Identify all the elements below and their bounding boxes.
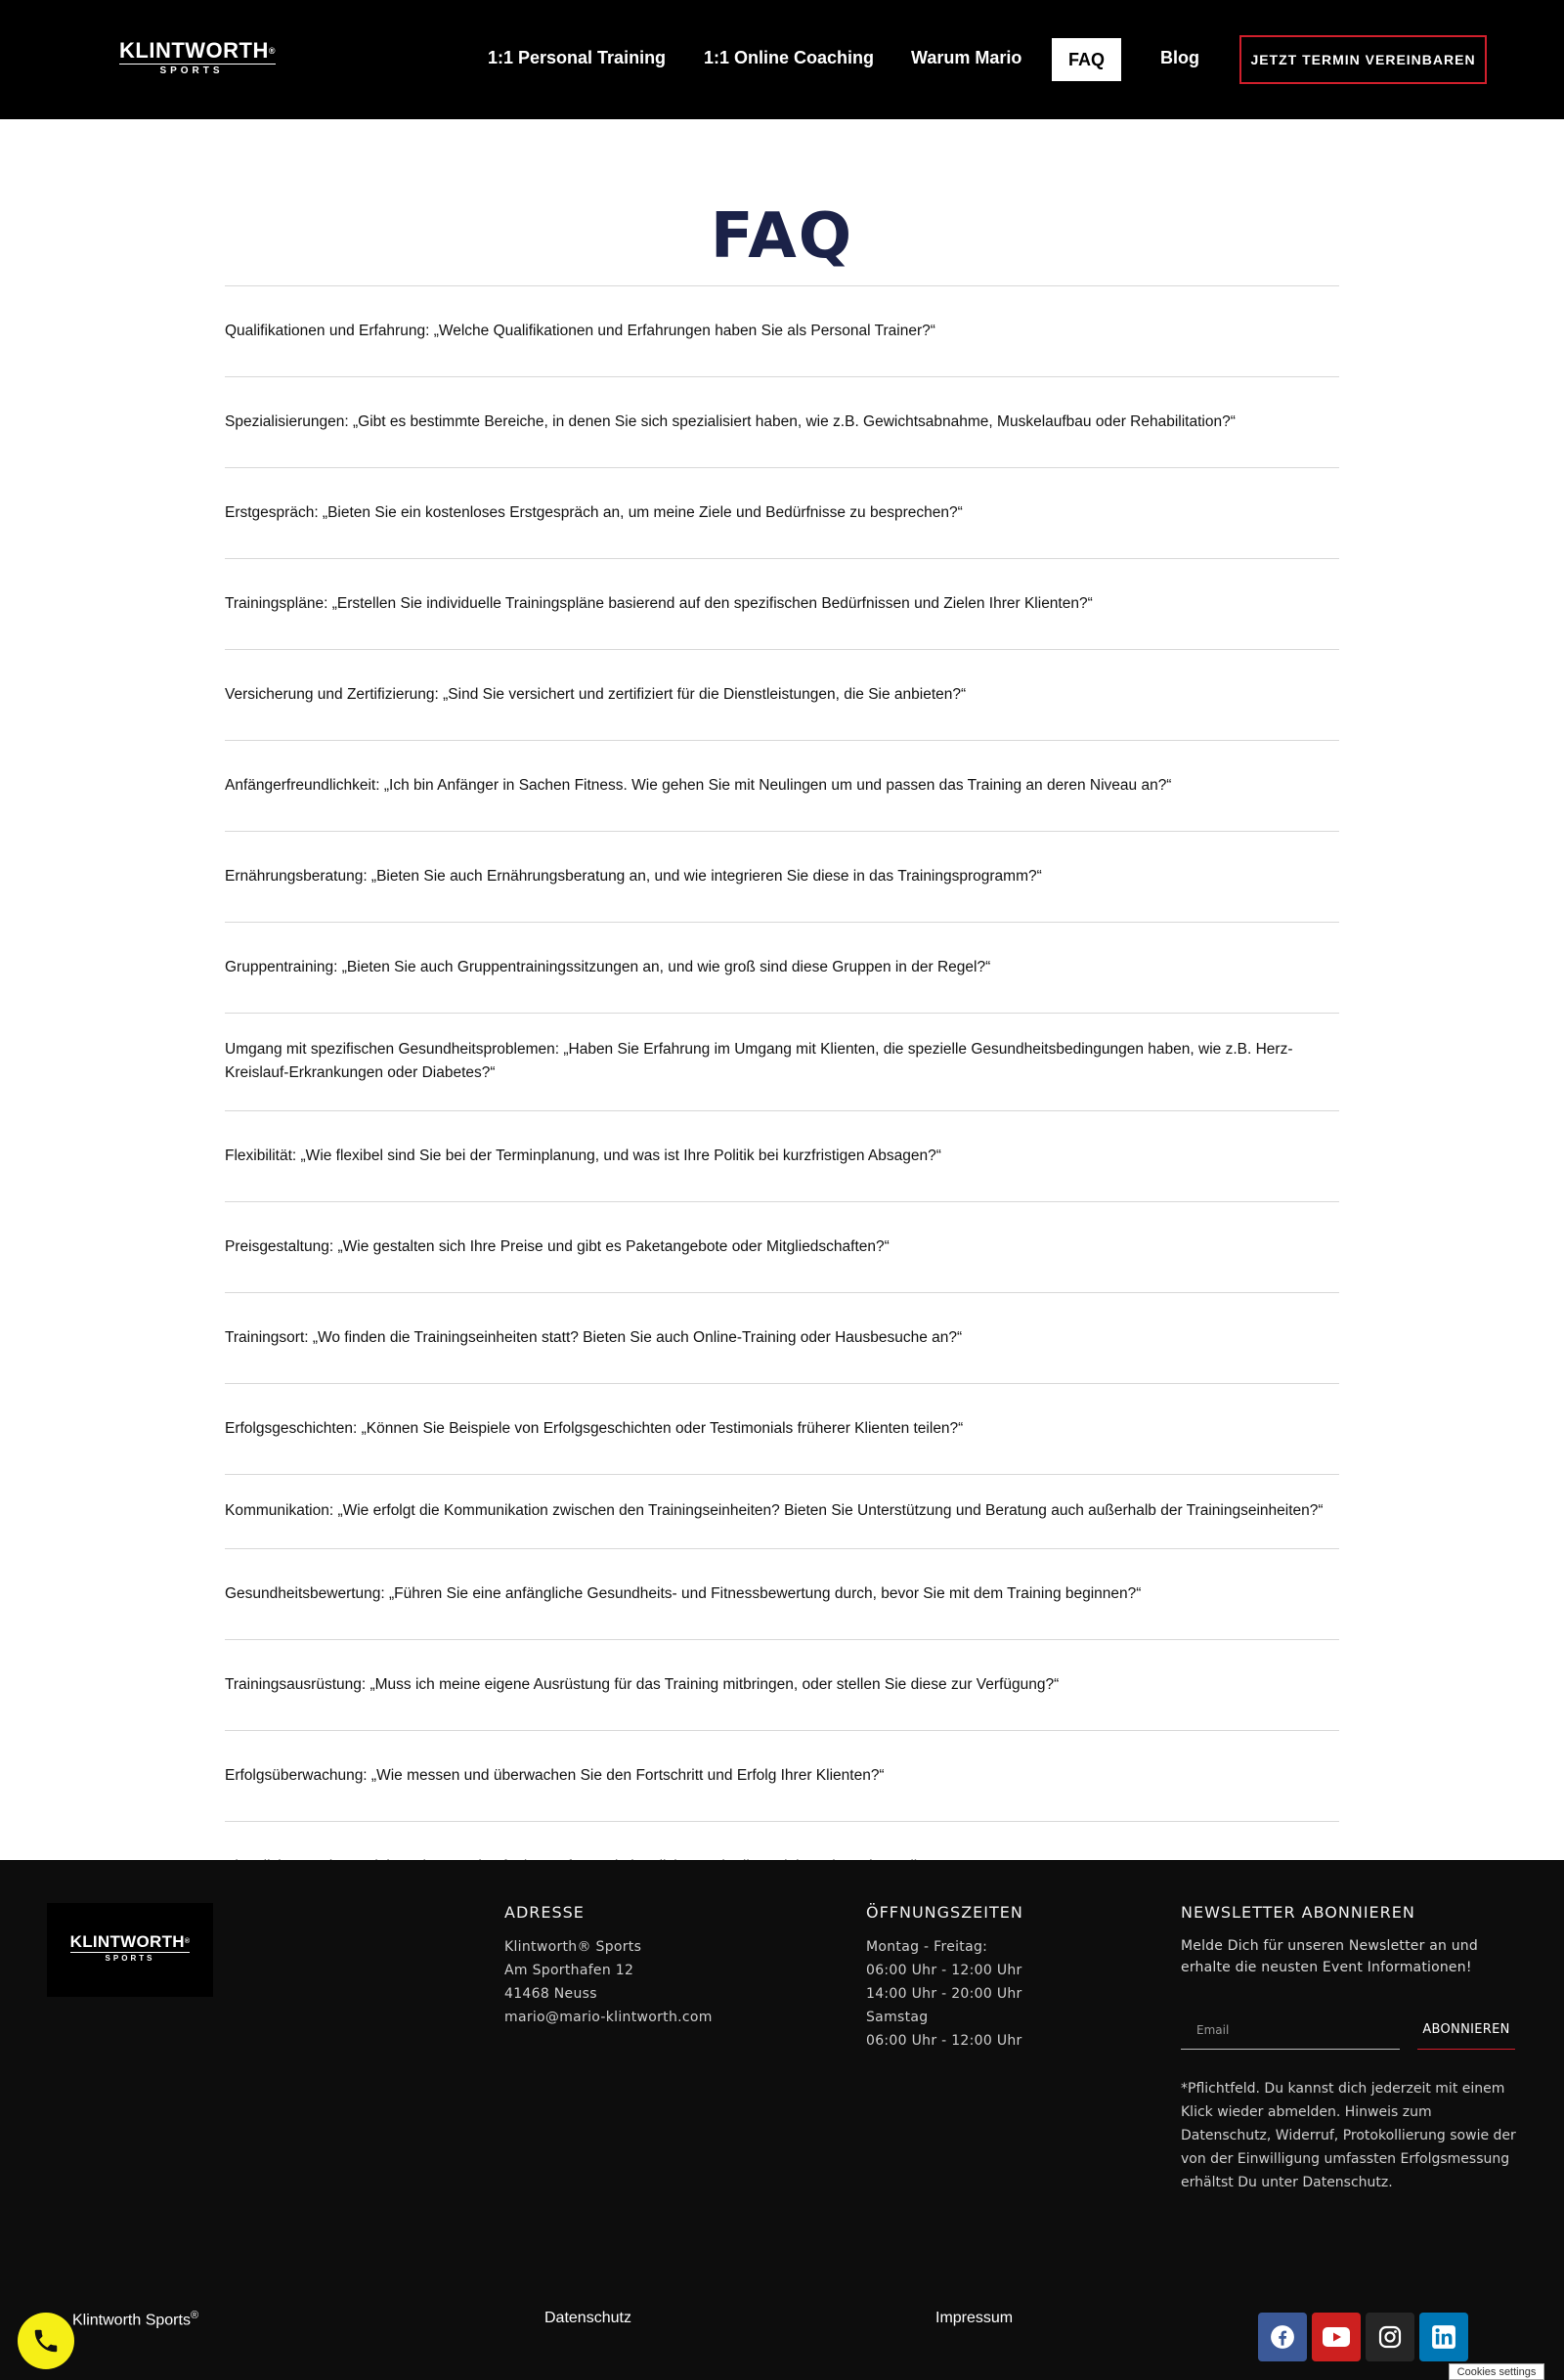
hours-line: 06:00 Uhr - 12:00 Uhr: [866, 2033, 1022, 2049]
footer-hours: [866, 1903, 1023, 2053]
site-footer: [0, 1860, 1564, 2380]
hours-line: Samstag: [866, 2010, 929, 2025]
imprint-link[interactable]: Impressum: [935, 2310, 1014, 2326]
book-appointment-button[interactable]: JETZT TERMIN VEREINBAREN: [1239, 35, 1487, 84]
address-line: 41468 Neuss: [504, 1986, 597, 2002]
faq-list: [225, 285, 1339, 1913]
site-logo[interactable]: [119, 38, 276, 78]
cookies-settings-button[interactable]: Cookies settings: [1449, 2363, 1544, 2380]
youtube-button[interactable]: [1312, 2313, 1361, 2361]
faq-item-equipment[interactable]: Trainingsausrüstung: „Muss ich meine eigene Ausrüstung für das Training mitbringen, oder stellen Sie diese zur Verfügung?“: [225, 1639, 1339, 1730]
footer-logo[interactable]: [47, 1903, 213, 1997]
newsletter-subscribe-button[interactable]: ABONNIEREN: [1417, 2011, 1515, 2050]
nav-personal-training[interactable]: 1:1 Personal Training: [488, 48, 667, 67]
nav-warum-mario[interactable]: Warum Mario: [911, 48, 1022, 67]
faq-item-initial-consultation[interactable]: Erstgespräch: „Bieten Sie ein kostenloses Erstgespräch an, um meine Ziele und Bedürfnisse zu besprechen?“: [225, 467, 1339, 558]
faq-item-health-problems[interactable]: Umgang mit spezifischen Gesundheitsproblemen: „Haben Sie Erfahrung im Umgang mit Klienten, die spezielle Gesundheitsbedingungen haben, wie z.B. Herz-Kreislauf-Erkrankungen oder Diabetes?“: [225, 1013, 1339, 1110]
faq-item-flexibility[interactable]: Flexibilität: „Wie flexibel sind Sie bei der Terminplanung, und was ist Ihre Politik bei kurzfristigen Absagen?“: [225, 1110, 1339, 1201]
address-line: Am Sporthafen 12: [504, 1963, 634, 1978]
instagram-icon: [1378, 2325, 1402, 2349]
faq-item-specializations[interactable]: Spezialisierungen: „Gibt es bestimmte Bereiche, in denen Sie sich spezialisiert haben, wie z.B. Gewichtsabnahme, Muskelaufbau oder Rehabilitation?“: [225, 376, 1339, 467]
footer-logo-sub: SPORTS: [105, 1954, 155, 1963]
privacy-link[interactable]: Datenschutz: [544, 2310, 631, 2326]
logo-reg: ®: [268, 46, 276, 56]
page-title: FAQ: [710, 200, 854, 273]
email-link[interactable]: mario@mario-klintworth.com: [504, 2010, 713, 2025]
faq-item-location[interactable]: Trainingsort: „Wo finden die Trainingseinheiten statt? Bieten Sie auch Online-Training oder Hausbesuche an?“: [225, 1292, 1339, 1383]
youtube-icon: [1323, 2326, 1350, 2348]
faq-item-nutrition[interactable]: Ernährungsberatung: „Bieten Sie auch Ernährungsberatung an, und wie integrieren Sie diese in das Trainingsprogramm?“: [225, 831, 1339, 922]
faq-item-communication[interactable]: Kommunikation: „Wie erfolgt die Kommunikation zwischen den Trainingseinheiten? Bieten Sie Unterstützung und Beratung auch außerhalb der Trainingseinheiten?“: [225, 1474, 1339, 1548]
call-button[interactable]: [18, 2313, 74, 2369]
nav-online-coaching[interactable]: 1:1 Online Coaching: [704, 48, 875, 67]
address-line: Klintworth® Sports: [504, 1939, 642, 1955]
nav-blog[interactable]: Blog: [1160, 48, 1199, 67]
hours-heading: ÖFFNUNGSZEITEN: [866, 1903, 1023, 1922]
footer-logo-main: KLINTWORTH: [69, 1932, 185, 1951]
hours-line: Montag - Freitag:: [866, 1939, 988, 1955]
faq-item-health-assessment[interactable]: Gesundheitsbewertung: „Führen Sie eine anfängliche Gesundheits- und Fitnessbewertung durch, bevor Sie mit dem Training beginnen?“: [225, 1548, 1339, 1639]
faq-item-beginners[interactable]: Anfängerfreundlichkeit: „Ich bin Anfänger in Sachen Fitness. Wie gehen Sie mit Neulingen um und passen das Training an deren Niveau an?“: [225, 740, 1339, 831]
newsletter-email-input[interactable]: [1181, 2011, 1400, 2050]
linkedin-icon: [1431, 2324, 1456, 2350]
footer-address: [504, 1903, 713, 2029]
linkedin-button[interactable]: [1419, 2313, 1468, 2361]
copyright: [72, 2310, 198, 2329]
faq-item-qualifications[interactable]: Qualifikationen und Erfahrung: „Welche Qualifikationen und Erfahrungen haben Sie als Personal Trainer?“: [225, 285, 1339, 376]
hours-line: 06:00 Uhr - 12:00 Uhr: [866, 1963, 1022, 1978]
phone-icon: [31, 2326, 61, 2356]
facebook-button[interactable]: [1258, 2313, 1307, 2361]
newsletter-description: Melde Dich für unseren Newsletter an und erhalte die neusten Event Informationen!: [1181, 1938, 1478, 1975]
copyright-reg: ®: [190, 2310, 199, 2321]
faq-item-pricing[interactable]: Preisgestaltung: „Wie gestalten sich Ihre Preise und gibt es Paketangebote oder Mitgliedschaften?“: [225, 1201, 1339, 1292]
footer-newsletter: [1181, 1903, 1533, 2235]
newsletter-note: *Pflichtfeld. Du kannst dich jederzeit mit einem Klick wieder abmelden. Hinweis zum Datenschutz, Widerruf, Protokollierung sowie der von der Einwilligung umfassten Erfolgsmessung erhältst Du unter Datenschutz.: [1181, 2081, 1516, 2190]
faq-item-progress-monitoring[interactable]: Erfolgsüberwachung: „Wie messen und überwachen Sie den Fortschritt und Erfolg Ihrer Klienten?“: [225, 1730, 1339, 1821]
logo-main: KLINTWORTH: [119, 38, 269, 63]
copyright-text: Klintworth Sports: [72, 2312, 191, 2329]
footer-logo-reg: ®: [184, 1938, 191, 1945]
faq-item-group-training[interactable]: Gruppentraining: „Bieten Sie auch Gruppentrainingssitzungen an, und wie groß sind diese Gruppen in der Regel?“: [225, 922, 1339, 1013]
hours-line: 14:00 Uhr - 20:00 Uhr: [866, 1986, 1022, 2002]
newsletter-heading: NEWSLETTER ABONNIEREN: [1181, 1903, 1415, 1922]
site-header: [0, 0, 1564, 119]
logo-sub: SPORTS: [159, 65, 224, 76]
facebook-icon: [1270, 2324, 1295, 2350]
nav-faq[interactable]: FAQ: [1052, 38, 1121, 81]
faq-item-training-plans[interactable]: Trainingspläne: „Erstellen Sie individuelle Trainingspläne basierend auf den spezifischen Bedürfnissen und Zielen Ihrer Klienten?“: [225, 558, 1339, 649]
address-heading: ADRESSE: [504, 1903, 585, 1922]
faq-item-insurance[interactable]: Versicherung und Zertifizierung: „Sind Sie versichert und zertifiziert für die Dienstleistungen, die Sie anbieten?“: [225, 649, 1339, 740]
instagram-button[interactable]: [1366, 2313, 1414, 2361]
faq-item-success-stories[interactable]: Erfolgsgeschichten: „Können Sie Beispiele von Erfolgsgeschichten oder Testimonials früherer Klienten teilen?“: [225, 1383, 1339, 1474]
